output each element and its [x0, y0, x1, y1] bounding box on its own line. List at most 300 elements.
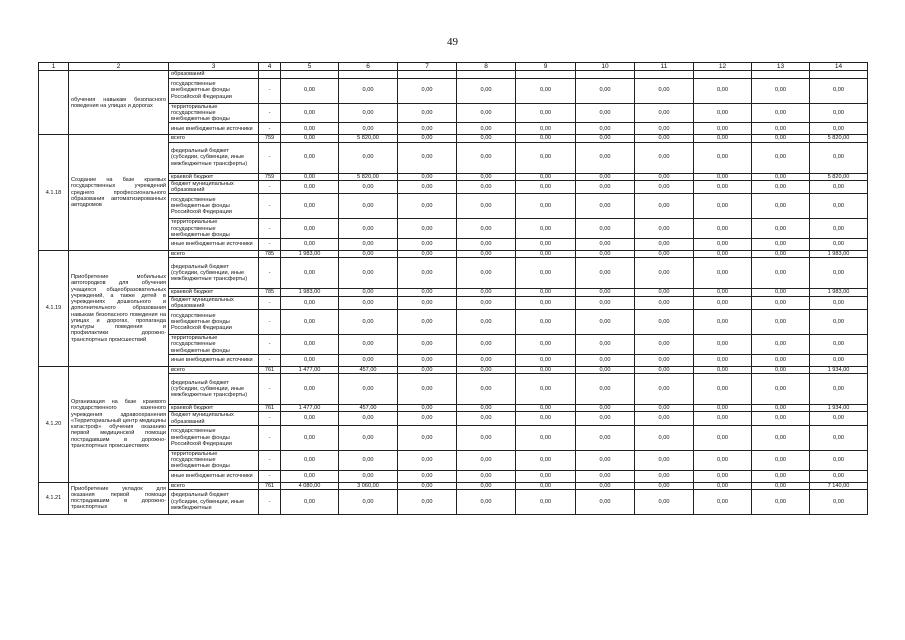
amount-cell: 0,00: [635, 470, 694, 482]
amount-cell: 0,00: [694, 219, 752, 239]
funding-source: краевой бюджет: [169, 289, 259, 296]
amount-cell: 0,00: [516, 173, 576, 180]
amount-cell: 0,00: [339, 470, 398, 482]
amount-cell: 0,00: [516, 219, 576, 239]
amount-cell: 0,00: [457, 405, 516, 412]
amount-cell: 0,00: [398, 251, 457, 258]
amount-cell: 0,00: [635, 425, 694, 450]
amount-cell: 0,00: [576, 489, 635, 514]
amount-cell: 0,00: [752, 123, 810, 135]
amount-cell: 0,00: [457, 482, 516, 489]
amount-cell: 0,00: [516, 470, 576, 482]
department-code: -: [259, 489, 281, 514]
total-amount: 0,00: [810, 489, 868, 514]
amount-cell: 0,00: [694, 194, 752, 219]
amount-cell: [752, 71, 810, 78]
amount-cell: 0,00: [398, 450, 457, 470]
department-code: -: [259, 180, 281, 194]
amount-cell: 0,00: [281, 425, 339, 450]
amount-cell: 0,00: [576, 78, 635, 103]
amount-cell: 0,00: [457, 366, 516, 373]
amount-cell: 0,00: [457, 425, 516, 450]
amount-cell: 0,00: [694, 78, 752, 103]
funding-source: федеральный бюджет (субсидии, субвенции, иные межбюджетные трансферты): [169, 142, 259, 173]
amount-cell: 0,00: [457, 123, 516, 135]
department-code: -: [259, 239, 281, 251]
amount-cell: 0,00: [398, 354, 457, 366]
amount-cell: 0,00: [457, 296, 516, 310]
amount-cell: 1 983,00: [281, 251, 339, 258]
amount-cell: 0,00: [576, 366, 635, 373]
amount-cell: 0,00: [576, 470, 635, 482]
amount-cell: 0,00: [694, 251, 752, 258]
amount-cell: 0,00: [457, 310, 516, 335]
amount-cell: 0,00: [457, 142, 516, 173]
amount-cell: 0,00: [339, 412, 398, 426]
amount-cell: 0,00: [635, 412, 694, 426]
amount-cell: 0,00: [752, 173, 810, 180]
amount-cell: 0,00: [398, 78, 457, 103]
department-code: -: [259, 470, 281, 482]
total-amount: 0,00: [810, 180, 868, 194]
amount-cell: 0,00: [281, 374, 339, 405]
amount-cell: 0,00: [635, 354, 694, 366]
total-amount: 0,00: [810, 296, 868, 310]
amount-cell: 0,00: [457, 450, 516, 470]
department-code: -: [259, 258, 281, 289]
amount-cell: 0,00: [752, 489, 810, 514]
amount-cell: 0,00: [576, 296, 635, 310]
funding-source: краевой бюджет: [169, 173, 259, 180]
funding-source: иные внебюджетные источники: [169, 239, 259, 251]
amount-cell: 0,00: [694, 425, 752, 450]
amount-cell: 0,00: [576, 425, 635, 450]
amount-cell: 0,00: [694, 180, 752, 194]
department-code: -: [259, 219, 281, 239]
amount-cell: 0,00: [339, 239, 398, 251]
department-code: 759: [259, 135, 281, 142]
amount-cell: 0,00: [281, 310, 339, 335]
amount-cell: 0,00: [281, 135, 339, 142]
column-number-row: [39, 63, 868, 71]
amount-cell: 0,00: [339, 251, 398, 258]
amount-cell: 0,00: [398, 335, 457, 355]
amount-cell: 0,00: [752, 194, 810, 219]
amount-cell: 0,00: [635, 142, 694, 173]
amount-cell: 1 477,00: [281, 405, 339, 412]
total-amount: 0,00: [810, 450, 868, 470]
amount-cell: 0,00: [398, 142, 457, 173]
amount-cell: 0,00: [635, 450, 694, 470]
amount-cell: 0,00: [752, 239, 810, 251]
amount-cell: 0,00: [339, 374, 398, 405]
amount-cell: 0,00: [281, 194, 339, 219]
amount-cell: 0,00: [516, 239, 576, 251]
amount-cell: 0,00: [752, 78, 810, 103]
amount-cell: 0,00: [281, 239, 339, 251]
amount-cell: 4 080,00: [281, 482, 339, 489]
amount-cell: [516, 71, 576, 78]
funding-source: бюджет муниципальных образований: [169, 296, 259, 310]
budget-table: [38, 62, 868, 515]
amount-cell: 0,00: [281, 123, 339, 135]
amount-cell: 0,00: [694, 289, 752, 296]
column-number: 3: [169, 63, 259, 71]
amount-cell: 0,00: [281, 258, 339, 289]
amount-cell: 0,00: [752, 450, 810, 470]
amount-cell: 457,00: [339, 405, 398, 412]
amount-cell: 0,00: [635, 251, 694, 258]
amount-cell: 0,00: [635, 135, 694, 142]
amount-cell: 0,00: [281, 470, 339, 482]
amount-cell: 0,00: [339, 194, 398, 219]
amount-cell: 0,00: [457, 470, 516, 482]
amount-cell: 0,00: [635, 366, 694, 373]
amount-cell: 0,00: [339, 335, 398, 355]
amount-cell: 0,00: [281, 412, 339, 426]
amount-cell: 0,00: [752, 412, 810, 426]
page-number: 49: [447, 36, 458, 48]
department-code: 761: [259, 366, 281, 373]
amount-cell: 0,00: [576, 310, 635, 335]
amount-cell: 0,00: [457, 78, 516, 103]
funding-source: государственные внебюджетные фонды Российской Федерации: [169, 425, 259, 450]
amount-cell: 0,00: [576, 103, 635, 123]
amount-cell: 0,00: [635, 310, 694, 335]
funding-source: бюджет муниципальных образований: [169, 412, 259, 426]
total-amount: 5 820,00: [810, 173, 868, 180]
amount-cell: 0,00: [457, 219, 516, 239]
amount-cell: 0,00: [457, 489, 516, 514]
amount-cell: 0,00: [752, 296, 810, 310]
amount-cell: 0,00: [752, 219, 810, 239]
amount-cell: 0,00: [516, 354, 576, 366]
funding-source: бюджет муниципальных образований: [169, 180, 259, 194]
amount-cell: 0,00: [457, 289, 516, 296]
amount-cell: 0,00: [516, 194, 576, 219]
amount-cell: 0,00: [576, 142, 635, 173]
amount-cell: 0,00: [576, 482, 635, 489]
amount-cell: 0,00: [281, 78, 339, 103]
activity-name: Создание на базе краевых государственных учреждений среднего профессионального образования автоматизированных автодромов: [69, 135, 169, 251]
column-number: 12: [694, 63, 752, 71]
activity-name: Приобретение укладок для оказания первой помощи пострадавшим в дорожно-транспортных: [69, 482, 169, 514]
column-number: 11: [635, 63, 694, 71]
funding-source: федеральный бюджет (субсидии, субвенции, иные межбюджетные трансферты): [169, 374, 259, 405]
funding-source: государственные внебюджетные фонды Российской Федерации: [169, 310, 259, 335]
amount-cell: 0,00: [635, 103, 694, 123]
total-amount: 1 934,00: [810, 405, 868, 412]
department-code: -: [259, 354, 281, 366]
amount-cell: 0,00: [635, 405, 694, 412]
amount-cell: 0,00: [457, 180, 516, 194]
total-amount: 5 820,00: [810, 135, 868, 142]
amount-cell: [635, 71, 694, 78]
total-amount: 0,00: [810, 470, 868, 482]
amount-cell: 0,00: [752, 180, 810, 194]
amount-cell: 0,00: [281, 173, 339, 180]
table-row: [39, 135, 868, 142]
department-code: -: [259, 374, 281, 405]
amount-cell: 0,00: [635, 78, 694, 103]
funding-source: всего: [169, 135, 259, 142]
total-amount: 0,00: [810, 425, 868, 450]
amount-cell: 0,00: [398, 239, 457, 251]
amount-cell: 0,00: [339, 180, 398, 194]
column-number: 7: [398, 63, 457, 71]
amount-cell: 0,00: [752, 142, 810, 173]
table-row: [39, 71, 868, 78]
amount-cell: 0,00: [752, 289, 810, 296]
amount-cell: 0,00: [694, 335, 752, 355]
amount-cell: 0,00: [398, 310, 457, 335]
amount-cell: 0,00: [339, 296, 398, 310]
amount-cell: 0,00: [398, 482, 457, 489]
amount-cell: 0,00: [635, 239, 694, 251]
funding-source: всего: [169, 482, 259, 489]
funding-source: иные внебюджетные источники: [169, 123, 259, 135]
total-amount: 0,00: [810, 123, 868, 135]
total-amount: 0,00: [810, 239, 868, 251]
amount-cell: 0,00: [339, 142, 398, 173]
amount-cell: 0,00: [694, 123, 752, 135]
amount-cell: 0,00: [576, 123, 635, 135]
amount-cell: 0,00: [752, 310, 810, 335]
funding-source: территориальные государственные внебюджетные фонды: [169, 335, 259, 355]
amount-cell: 0,00: [281, 354, 339, 366]
amount-cell: 0,00: [457, 173, 516, 180]
column-number: 14: [810, 63, 868, 71]
amount-cell: 0,00: [516, 412, 576, 426]
amount-cell: 0,00: [398, 289, 457, 296]
amount-cell: 0,00: [516, 258, 576, 289]
amount-cell: 0,00: [339, 103, 398, 123]
total-amount: 7 140,00: [810, 482, 868, 489]
department-code: -: [259, 194, 281, 219]
amount-cell: 0,00: [752, 135, 810, 142]
total-amount: 0,00: [810, 103, 868, 123]
amount-cell: 0,00: [516, 405, 576, 412]
amount-cell: 0,00: [516, 296, 576, 310]
amount-cell: 0,00: [576, 289, 635, 296]
department-code: 785: [259, 289, 281, 296]
column-number: 10: [576, 63, 635, 71]
amount-cell: 0,00: [516, 103, 576, 123]
amount-cell: 0,00: [576, 354, 635, 366]
amount-cell: 0,00: [635, 219, 694, 239]
amount-cell: 0,00: [398, 489, 457, 514]
item-number: 4.1.19: [39, 251, 69, 367]
item-number: 4.1.20: [39, 366, 69, 482]
amount-cell: 0,00: [457, 354, 516, 366]
amount-cell: 0,00: [516, 123, 576, 135]
activity-name: Приобретение мобильных автогородков для обучения учащихся общеобразовательных учреждений, а также детей в учреждениях дошкольного и дополнительного образования навыкам безопасного поведения на улицах и дорогах, пропаганда культуры поведения и профилактики дорожно-транспортных происшествий: [69, 251, 169, 367]
activity-name: обучения навыкам безопасного поведения на улицах и дорогах: [69, 71, 169, 135]
amount-cell: 0,00: [694, 142, 752, 173]
funding-source: краевой бюджет: [169, 405, 259, 412]
amount-cell: 0,00: [398, 135, 457, 142]
amount-cell: 1 477,00: [281, 366, 339, 373]
department-code: 759: [259, 173, 281, 180]
amount-cell: 0,00: [457, 135, 516, 142]
amount-cell: 0,00: [398, 258, 457, 289]
funding-source: территориальные государственные внебюджетные фонды: [169, 103, 259, 123]
amount-cell: 0,00: [281, 142, 339, 173]
amount-cell: 0,00: [516, 335, 576, 355]
amount-cell: 0,00: [752, 482, 810, 489]
total-amount: 0,00: [810, 219, 868, 239]
amount-cell: 0,00: [398, 405, 457, 412]
amount-cell: [457, 71, 516, 78]
total-amount: 0,00: [810, 142, 868, 173]
amount-cell: 0,00: [516, 489, 576, 514]
department-code: -: [259, 78, 281, 103]
total-amount: 0,00: [810, 258, 868, 289]
amount-cell: 1 983,00: [281, 289, 339, 296]
funding-source: территориальные государственные внебюджетные фонды: [169, 450, 259, 470]
funding-source: федеральный бюджет (субсидии, субвенции, иные межбюджетные: [169, 489, 259, 514]
total-amount: 1 983,00: [810, 251, 868, 258]
funding-source: всего: [169, 251, 259, 258]
amount-cell: 0,00: [398, 173, 457, 180]
amount-cell: 0,00: [398, 219, 457, 239]
amount-cell: 0,00: [694, 354, 752, 366]
table-row: [39, 482, 868, 489]
total-amount: 0,00: [810, 374, 868, 405]
department-code: -: [259, 142, 281, 173]
item-number: [39, 71, 69, 135]
amount-cell: 0,00: [635, 173, 694, 180]
amount-cell: 0,00: [398, 425, 457, 450]
amount-cell: 0,00: [398, 412, 457, 426]
amount-cell: 0,00: [635, 482, 694, 489]
amount-cell: 0,00: [281, 335, 339, 355]
amount-cell: 0,00: [398, 194, 457, 219]
amount-cell: 0,00: [281, 489, 339, 514]
total-amount: 0,00: [810, 354, 868, 366]
department-code: -: [259, 412, 281, 426]
department-code: -: [259, 103, 281, 123]
department-code: 761: [259, 405, 281, 412]
amount-cell: 0,00: [635, 194, 694, 219]
amount-cell: [339, 71, 398, 78]
amount-cell: 0,00: [576, 180, 635, 194]
column-number: 9: [516, 63, 576, 71]
amount-cell: 0,00: [457, 194, 516, 219]
amount-cell: 0,00: [694, 374, 752, 405]
amount-cell: 0,00: [339, 123, 398, 135]
funding-source: государственные внебюджетные фонды Российской Федерации: [169, 78, 259, 103]
amount-cell: 0,00: [694, 239, 752, 251]
total-amount: 0,00: [810, 412, 868, 426]
table-row: [39, 251, 868, 258]
column-number: 2: [69, 63, 169, 71]
amount-cell: 0,00: [635, 258, 694, 289]
amount-cell: 0,00: [752, 251, 810, 258]
amount-cell: 0,00: [694, 405, 752, 412]
amount-cell: 0,00: [457, 239, 516, 251]
department-code: -: [259, 296, 281, 310]
amount-cell: 3 060,00: [339, 482, 398, 489]
amount-cell: 0,00: [339, 425, 398, 450]
total-amount: 0,00: [810, 335, 868, 355]
amount-cell: [281, 71, 339, 78]
funding-source: территориальные государственные внебюджетные фонды: [169, 219, 259, 239]
amount-cell: [694, 71, 752, 78]
amount-cell: 0,00: [516, 180, 576, 194]
amount-cell: 0,00: [635, 335, 694, 355]
amount-cell: 0,00: [576, 405, 635, 412]
activity-name: Организация на базе краевого государственного казенного учреждения здравоохранения «Территориальный центр медицины катастроф» обучения оказанию первой медицинской помощи пострадавшим в дорожно-транспортных происшествиях: [69, 366, 169, 482]
amount-cell: 0,00: [635, 374, 694, 405]
department-code: -: [259, 310, 281, 335]
amount-cell: 0,00: [398, 103, 457, 123]
amount-cell: 0,00: [635, 489, 694, 514]
amount-cell: 0,00: [752, 374, 810, 405]
amount-cell: 0,00: [398, 123, 457, 135]
amount-cell: 0,00: [516, 289, 576, 296]
amount-cell: 0,00: [635, 180, 694, 194]
amount-cell: 0,00: [752, 258, 810, 289]
amount-cell: 0,00: [694, 366, 752, 373]
amount-cell: 0,00: [576, 135, 635, 142]
amount-cell: 0,00: [576, 412, 635, 426]
total-amount: [810, 71, 868, 78]
amount-cell: 0,00: [694, 482, 752, 489]
amount-cell: 0,00: [694, 258, 752, 289]
amount-cell: 0,00: [516, 450, 576, 470]
amount-cell: 0,00: [694, 470, 752, 482]
amount-cell: 0,00: [398, 470, 457, 482]
amount-cell: 0,00: [694, 412, 752, 426]
total-amount: 1 983,00: [810, 289, 868, 296]
amount-cell: 0,00: [281, 219, 339, 239]
funding-source: государственные внебюджетные фонды Российской Федерации: [169, 194, 259, 219]
amount-cell: 0,00: [576, 335, 635, 355]
amount-cell: 0,00: [694, 296, 752, 310]
column-number: 1: [39, 63, 69, 71]
amount-cell: 0,00: [516, 310, 576, 335]
department-code: 761: [259, 482, 281, 489]
department-code: -: [259, 123, 281, 135]
amount-cell: 0,00: [398, 366, 457, 373]
amount-cell: 0,00: [635, 123, 694, 135]
column-number: 5: [281, 63, 339, 71]
amount-cell: 0,00: [576, 219, 635, 239]
amount-cell: 0,00: [516, 251, 576, 258]
funding-source: федеральный бюджет (субсидии, субвенции, иные межбюджетные трансферты): [169, 258, 259, 289]
amount-cell: 0,00: [576, 251, 635, 258]
amount-cell: 0,00: [694, 135, 752, 142]
amount-cell: 0,00: [516, 366, 576, 373]
amount-cell: 0,00: [516, 142, 576, 173]
amount-cell: 0,00: [339, 258, 398, 289]
amount-cell: 0,00: [516, 78, 576, 103]
amount-cell: 0,00: [752, 425, 810, 450]
amount-cell: 0,00: [457, 335, 516, 355]
amount-cell: 0,00: [635, 289, 694, 296]
amount-cell: 0,00: [457, 412, 516, 426]
amount-cell: 0,00: [339, 289, 398, 296]
amount-cell: 0,00: [339, 310, 398, 335]
amount-cell: 0,00: [576, 173, 635, 180]
amount-cell: 0,00: [576, 194, 635, 219]
amount-cell: 0,00: [752, 103, 810, 123]
department-code: 785: [259, 251, 281, 258]
funding-source: иные внебюджетные источники: [169, 470, 259, 482]
amount-cell: 0,00: [752, 405, 810, 412]
amount-cell: 0,00: [398, 296, 457, 310]
